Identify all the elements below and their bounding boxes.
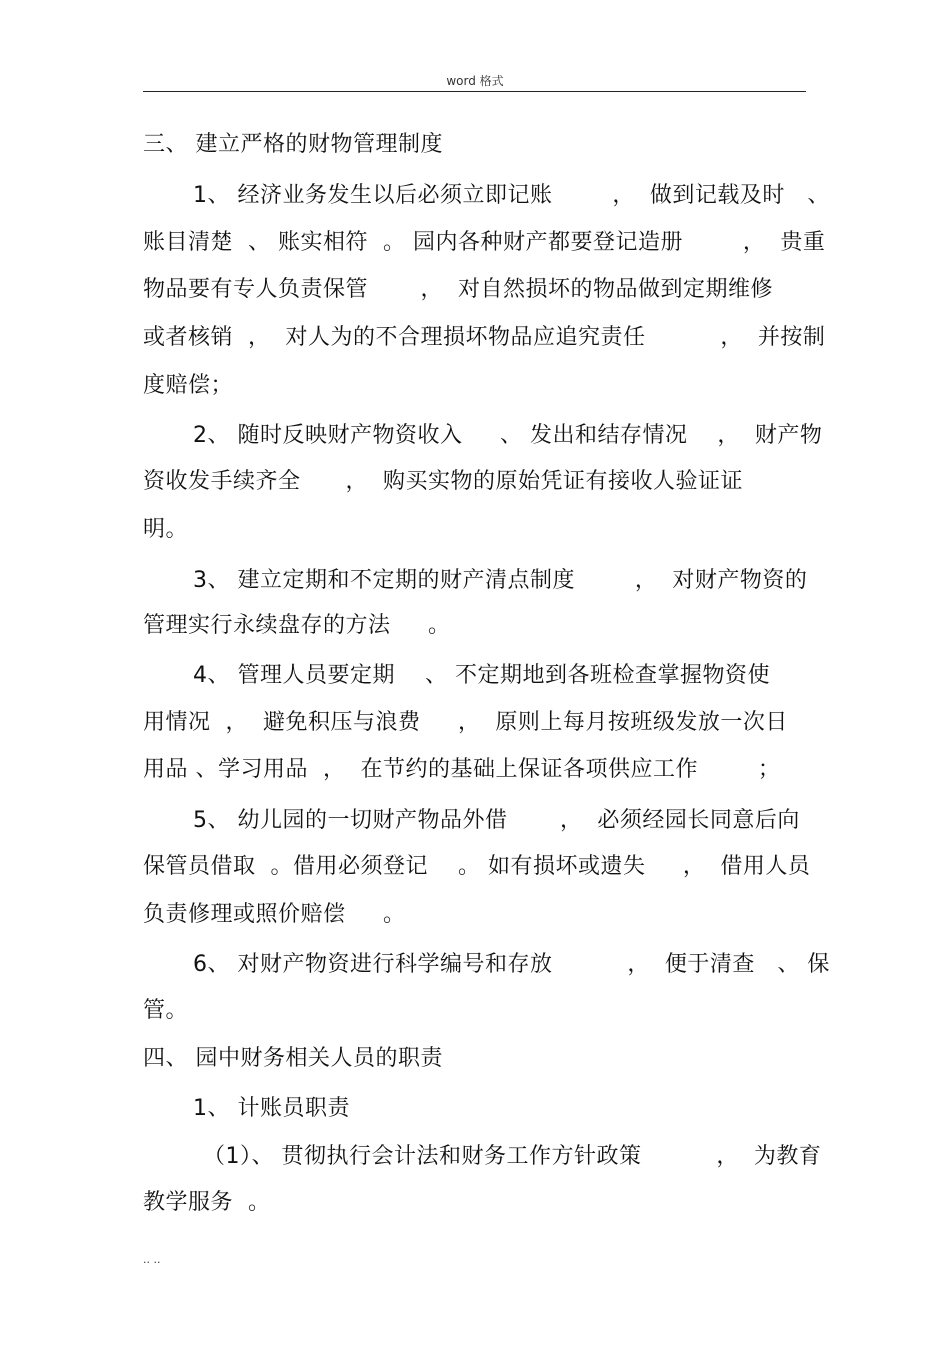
paragraph-line: 或者核销 ， 对人为的不合理损坏物品应追究责任 ， 并按制 [143, 325, 826, 350]
paragraph-line: 度赔偿； [143, 373, 234, 398]
section-heading: 三、 建立严格的财物管理制度 [143, 132, 443, 157]
section-heading: 四、 园中财务相关人员的职责 [143, 1046, 443, 1071]
page-footer: .. .. [143, 1253, 161, 1266]
paragraph-line: 保管员借取 。借用必须登记 。 如有损坏或遗失 ， 借用人员 [143, 854, 811, 879]
paragraph-line: 账目清楚 、 账实相符 。 园内各种财产都要登记造册 ， 贵重 [143, 230, 826, 255]
paragraph-line: 管理实行永续盘存的方法 。 [143, 613, 451, 638]
paragraph-line: （1）、 贯彻执行会计法和财务工作方针政策 ， 为教育 [203, 1144, 822, 1169]
paragraph-line: 用品 、学习用品 ， 在节约的基础上保证各项供应工作 ； [143, 757, 781, 782]
paragraph-line: 2、 随时反映财产物资收入 、 发出和结存情况 ， 财产物 [193, 423, 823, 448]
paragraph-line: 物品要有专人负责保管 ， 对自然损坏的物品做到定期维修 [143, 277, 773, 302]
page-header: word 格式 [446, 74, 504, 88]
paragraph-line: 资收发手续齐全 ， 购买实物的原始凭证有接收人验证证 [143, 469, 743, 494]
paragraph-line: 5、 幼儿园的一切财产物品外借 ， 必须经园长同意后向 [193, 808, 800, 833]
paragraph-line: 1、 经济业务发生以后必须立即记账 ， 做到记载及时 、 [193, 183, 830, 208]
paragraph-line: 3、 建立定期和不定期的财产清点制度 ， 对财产物资的 [193, 568, 808, 593]
paragraph-line: 教学服务 。 [143, 1190, 271, 1215]
header-divider [143, 91, 806, 92]
paragraph-line: 负责修理或照价赔偿 。 [143, 902, 406, 927]
paragraph-line: 管。 [143, 998, 189, 1023]
paragraph-line: 6、 对财产物资进行科学编号和存放 ， 便于清查 、 保 [193, 952, 830, 977]
paragraph-line: 用情况 ， 避免积压与浪费 ， 原则上每月按班级发放一次日 [143, 710, 788, 735]
paragraph-line: 明。 [143, 517, 189, 542]
paragraph-line: 4、 管理人员要定期 、 不定期地到各班检查掌握物资使 [193, 663, 770, 688]
subsection-heading: 1、 计账员职责 [193, 1096, 350, 1121]
